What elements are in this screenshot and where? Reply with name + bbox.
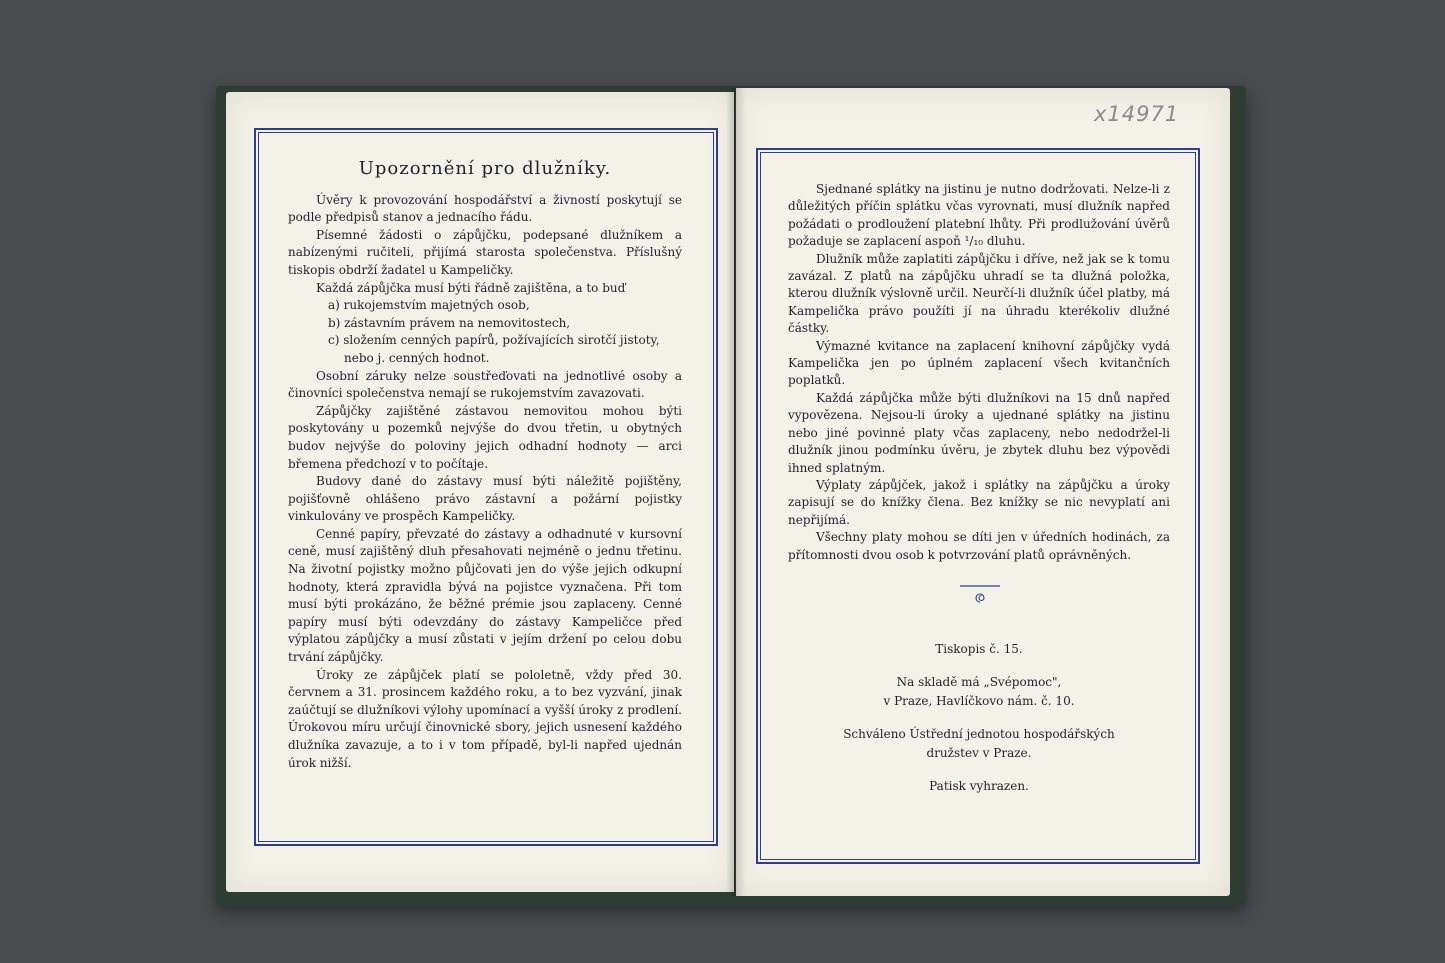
inventory-mark: x14971 (1094, 102, 1180, 126)
paragraph: Úvěry k provozování hospodářství a živností poskytují se podle předpisů stanov a jednacího řádu. (288, 192, 682, 225)
book-gutter (726, 88, 746, 896)
reprint-notice: Patisk vyhrazen. (929, 779, 1029, 793)
list-item: a) rukojemstvím majetných osob, (328, 298, 530, 313)
paragraph: Výmazné kvitance na zaplacení knihovní zápůjčky vydá Kampelička jen po úplném zaplacení všech kvitančních poplatků. (788, 338, 1170, 388)
left-page-text (288, 160, 682, 772)
paragraph: Osobní záruky nelze soustřeďovati na jednotlivé osoby a činovníci společenstva nemají se rukojemstvím zavazovati. (288, 368, 682, 401)
form-number: Tiskopis č. 15. (935, 642, 1023, 656)
approval-line: Schváleno Ústřední jednotou hospodářských (843, 727, 1115, 741)
approval-info (788, 725, 1170, 763)
page-title: Upozornění pro dlužníky. (358, 158, 612, 179)
list-item: c) složením cenných papírů, požívajících sirotčí jistoty, (328, 333, 660, 348)
list-item: b) zástavním právem na nemovitostech, (328, 315, 571, 330)
paragraph: Každá zápůjčka může býti dlužníkovi na 15 dnů napřed vypovězena. Nejsou-li úroky a ujednané splátky na jistinu nebo jiné povinné platy včas zaplaceny, nebo nedodržel-li dlužník jinou podmínku úvěru, je zbytek dluhu bez výpovědi ihned splatným. (788, 390, 1170, 475)
stock-line: Na skladě má „Svépomoc", (896, 675, 1062, 689)
paragraph: Sjednané splátky na jistinu je nutno dodržovati. Nelze-li z důležitých příčin splátku včas vyrovnati, musí dlužník napřed požádati o prodloužení platební lhůty. Při prodlužování úvěrů požaduje se zaplacení aspoň ¹/₁₀ dluhu. (788, 182, 1170, 249)
paragraph: Zápůjčky zajištěné zástavou nemovitou mohou býti poskytovány u pozemků nejvýše do dvou třetin, u obytných budov nejvýše do poloviny jejich odhadní hodnoty — arci břemena předchozí v to počítaje. (288, 403, 682, 471)
paragraph: Každá zápůjčka musí býti řádně zajištěna, a to buď (316, 280, 626, 295)
paragraph: Písemné žádosti o zápůjčku, podepsané dlužníkem a nabízenými ručiteli, přijímá starosta společenstva. Příslušný tiskopis obdrží žadatel u Kampeličky. (288, 227, 682, 277)
list-item: nebo j. cenných hodnot. (344, 350, 490, 365)
ornament-icon (958, 582, 1002, 606)
security-list (288, 297, 682, 367)
paragraph: Výplaty zápůjček, jakož i splátky na zápůjčku a úroky zapisují se do knížky člena. Bez knížky se nic nevyplatí ani nepřijímá. (788, 477, 1170, 527)
right-page-text (788, 181, 1170, 564)
paragraph: Dlužník může zaplatiti zápůjčku i dříve, než jak se k tomu zavázal. Z platů na zápůjčku uhradí se ta dlužná položka, kterou dlužník výslovně určil. Neurčí-li dlužník účel platby, má Kampelička právo použíti jí na úhradu kterékoliv dlužné částky. (788, 251, 1170, 336)
approval-line: družstev v Praze. (926, 746, 1032, 760)
publisher-info (788, 673, 1170, 711)
paragraph: Úroky ze zápůjček platí se pololetně, vždy před 30. červnem a 31. prosincem každého roku, a to bez vyzvání, jinak zaúčtují se dlužníkovi výlohy upomínací a vyšší úroky z prodlení. Úrokovou míru určují činovnické sbory, jejich usnesení každého dlužníka zavazuje, a to i v tom případě, byl-li napřed ujednán úrok nižší. (288, 667, 682, 770)
address-line: v Praze, Havlíčkovo nám. č. 10. (883, 694, 1075, 708)
imprint-block (788, 640, 1170, 810)
paragraph: Budovy dané do zástavy musí býti náležitě pojištěny, pojišťovně ohlášeno právo zástavní a požární pojistky vinkulovány ve prospěch Kampeličky. (288, 474, 682, 524)
paragraph: Cenné papíry, převzaté do zástavy a odhadnuté v kursovní ceně, musí zajištěný dluh přesahovati nejméně o jednu třetinu. Na životní pojistky možno půjčovati jen do výše jejich odkupní hodnoty, která zpravidla bývá na pojistce vyznačena. Při tom musí býti prokázáno, že běžné prémie jsou zaplaceny. Cenné papíry musí býti odevzdány do zástavy Kampeličce před výplatou zápůjčky a musí zůstati v jejím držení po celou dobu trvání zápůjčky. (288, 526, 682, 665)
paragraph: Všechny platy mohou se díti jen v úředních hodinách, za přítomnosti dvou osob k potvrzování platů oprávněných. (788, 530, 1170, 562)
